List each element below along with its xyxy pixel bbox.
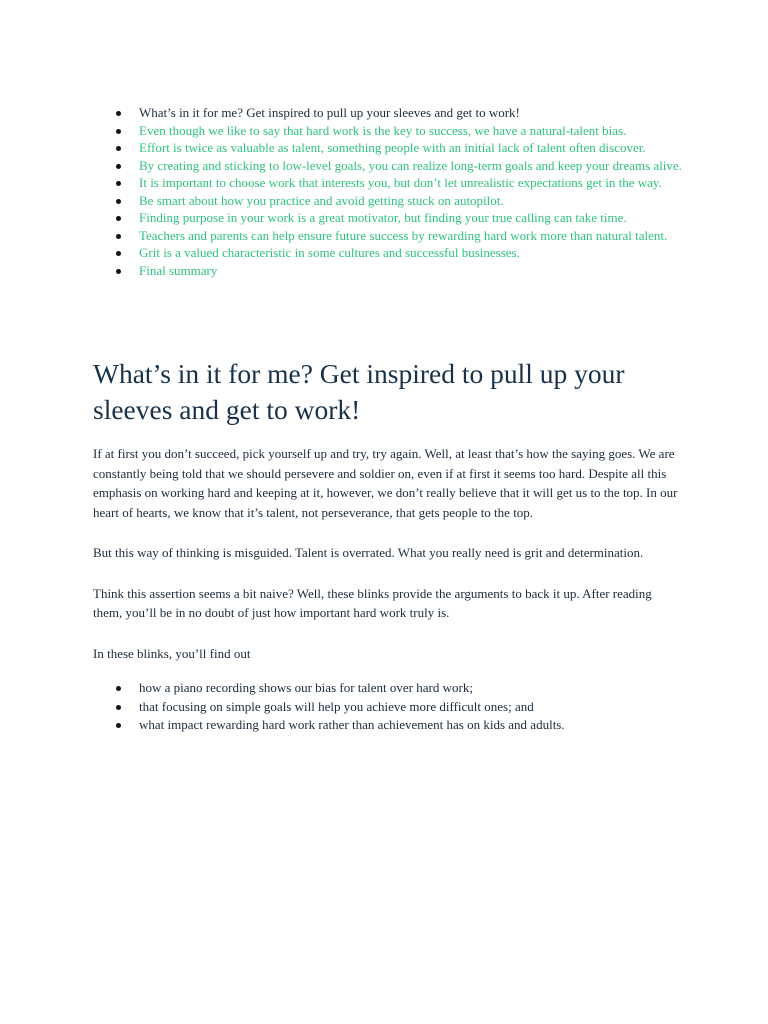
toc-item[interactable]: Be smart about how you practice and avoid getting stuck on autopilot. xyxy=(93,192,683,210)
body-paragraph: If at first you don’t succeed, pick yourself up and try, try again. Well, at least that’s how the saying goes. We are constantly being told that we should persevere and soldier on, even if at first it seems too hard. Despite all this emphasis on working hard and keeping at it, however, we don’t really believe that it will get us to the top. In our heart of hearts, we know that it’s talent, not perseverance, that gets people to the top. xyxy=(93,446,678,520)
list-item: how a piano recording shows our bias for talent over hard work; xyxy=(93,679,683,698)
toc-item[interactable]: It is important to choose work that interests you, but don’t let unrealistic expectations get in the way. xyxy=(93,174,683,192)
table-of-contents xyxy=(93,104,683,279)
section-heading: What’s in it for me? Get inspired to pull up your sleeves and get to work! xyxy=(93,358,625,425)
list-item: that focusing on simple goals will help you achieve more difficult ones; and xyxy=(93,698,683,717)
toc-item[interactable]: Finding purpose in your work is a great motivator, but finding your true calling can take time. xyxy=(93,209,683,227)
body-paragraph: In these blinks, you’ll find out xyxy=(93,645,251,661)
list-item: what impact rewarding hard work rather than achievement has on kids and adults. xyxy=(93,716,683,735)
toc-item[interactable]: Grit is a valued characteristic in some cultures and successful businesses. xyxy=(93,244,683,262)
document-page xyxy=(93,104,683,735)
body-paragraph: Think this assertion seems a bit naive? Well, these blinks provide the arguments to back it up. After reading them, you’ll be in no doubt of just how important hard work truly is. xyxy=(93,585,652,620)
toc-item[interactable]: Even though we like to say that hard work is the key to success, we have a natural-talent bias. xyxy=(93,122,683,140)
toc-item[interactable]: Final summary xyxy=(93,262,683,280)
toc-item[interactable]: What’s in it for me? Get inspired to pull up your sleeves and get to work! xyxy=(93,104,683,122)
body-paragraph: But this way of thinking is misguided. Talent is overrated. What you really need is grit and determination. xyxy=(93,545,644,560)
findings-list xyxy=(93,679,683,735)
toc-item[interactable]: Teachers and parents can help ensure future success by rewarding hard work more than natural talent. xyxy=(93,227,683,245)
toc-item[interactable]: Effort is twice as valuable as talent, something people with an initial lack of talent often discover. xyxy=(93,139,683,157)
toc-item[interactable]: By creating and sticking to low-level goals, you can realize long-term goals and keep your dreams alive. xyxy=(93,157,683,175)
